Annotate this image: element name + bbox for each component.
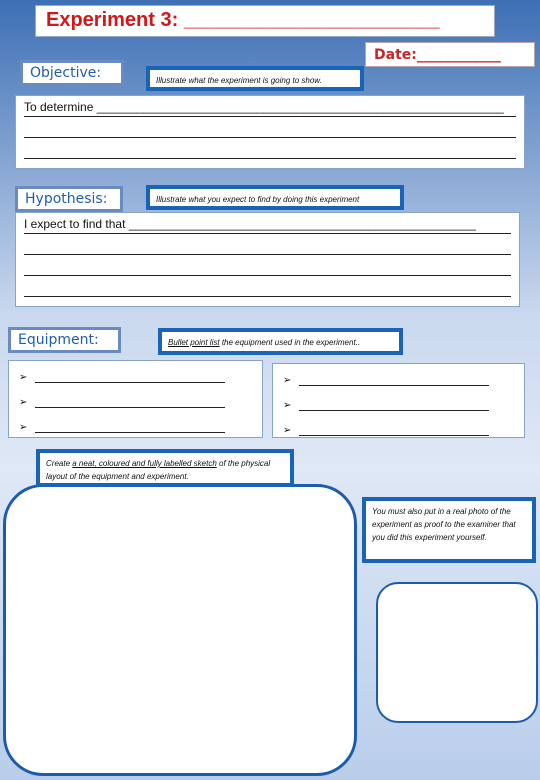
- arrow-bullet-icon: ➢: [19, 422, 28, 433]
- sketch-instruction-underlined: a neat, coloured and fully labelled sketch: [72, 459, 217, 468]
- answer-line[interactable]: [24, 121, 516, 138]
- equipment-bullet[interactable]: [283, 370, 514, 386]
- equipment-bullet[interactable]: [283, 395, 514, 411]
- bullet-blank-line[interactable]: [35, 395, 225, 408]
- answer-line[interactable]: [24, 238, 511, 255]
- hypothesis-answer-area[interactable]: [15, 212, 520, 307]
- equipment-instruction: [158, 328, 403, 355]
- equipment-instruction-rest: the equipment used in the experiment..: [219, 338, 361, 347]
- bullet-blank-line[interactable]: [299, 423, 489, 436]
- objective-prompt-line: To determine _____________________________________________________________: [24, 100, 516, 117]
- bullet-blank-line[interactable]: [35, 420, 225, 433]
- sketch-instruction: [36, 449, 294, 487]
- arrow-bullet-icon: ➢: [283, 375, 292, 386]
- objective-instruction: Illustrate what the experiment is going to show.: [146, 66, 364, 91]
- arrow-bullet-icon: ➢: [283, 425, 292, 436]
- hypothesis-prompt-line: I expect to find that ____________________________________________________: [24, 217, 511, 234]
- equipment-bullet[interactable]: [283, 420, 514, 436]
- answer-line[interactable]: [24, 280, 511, 297]
- sketch-instruction-suffix: of the physical layout of the equipment and experiment.: [46, 459, 271, 481]
- photo-instruction: You must also put in a real photo of the experiment as proof to the examiner that you did this experiment yourself.: [362, 497, 536, 563]
- bullet-blank-line[interactable]: [299, 398, 489, 411]
- photo-area[interactable]: [376, 582, 538, 723]
- equipment-list-left[interactable]: [8, 360, 263, 438]
- answer-line[interactable]: [24, 259, 511, 276]
- arrow-bullet-icon: ➢: [283, 400, 292, 411]
- sketch-instruction-prefix: Create: [46, 459, 73, 468]
- arrow-bullet-icon: ➢: [19, 372, 28, 383]
- bullet-blank-line[interactable]: [299, 373, 489, 386]
- arrow-bullet-icon: ➢: [19, 397, 28, 408]
- bullet-blank-line[interactable]: [35, 370, 225, 383]
- equipment-bullet[interactable]: [19, 367, 252, 383]
- sketch-area[interactable]: [3, 484, 357, 776]
- hypothesis-instruction: Illustrate what you expect to find by doing this experiment: [146, 185, 404, 210]
- equipment-instruction-underlined: Bullet point list: [168, 338, 220, 347]
- objective-label: Objective:: [20, 60, 124, 86]
- equipment-bullet[interactable]: [19, 392, 252, 408]
- equipment-bullet[interactable]: [19, 417, 252, 433]
- experiment-title: Experiment 3: _______________________: [35, 5, 495, 37]
- objective-answer-area[interactable]: [15, 95, 525, 169]
- equipment-list-right[interactable]: [272, 363, 525, 438]
- answer-line[interactable]: [24, 142, 516, 159]
- date-field[interactable]: Date:____________: [365, 42, 535, 67]
- hypothesis-label: Hypothesis:: [15, 186, 123, 212]
- equipment-label: Equipment:: [8, 327, 121, 353]
